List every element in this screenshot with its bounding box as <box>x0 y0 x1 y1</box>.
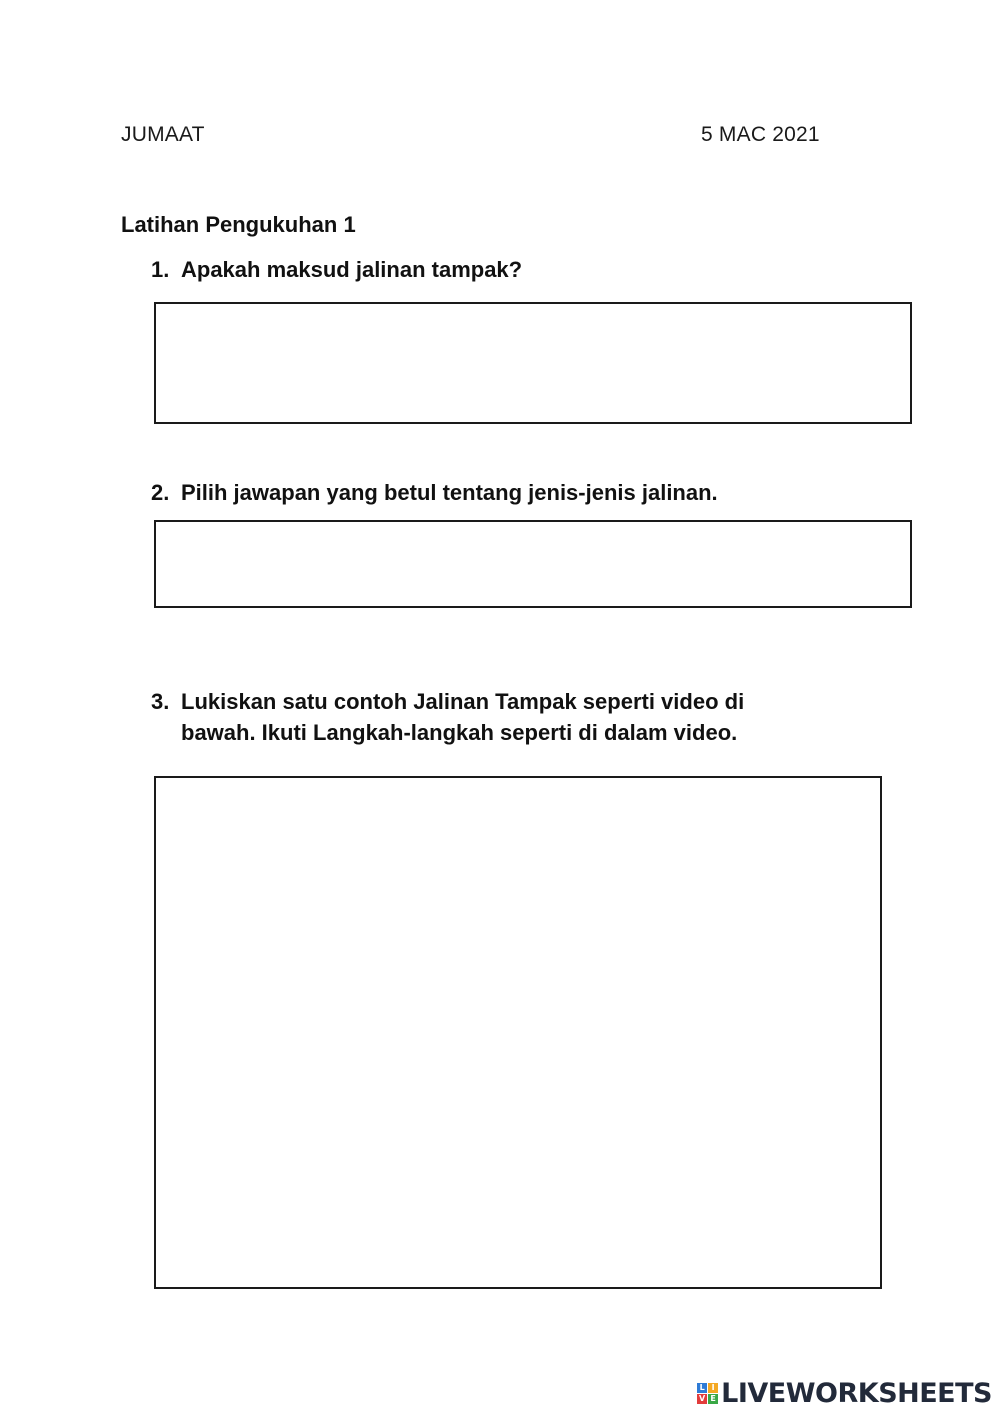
question-text: Apakah maksud jalinan tampak? <box>181 257 523 282</box>
question-1 <box>151 254 931 285</box>
logo-letter-l: L <box>697 1383 707 1393</box>
question-text: Pilih jawapan yang betul tentang jenis-jenis jalinan. <box>181 480 718 505</box>
question-number: 2. <box>151 480 170 505</box>
question-text-line-2: bawah. Ikuti Langkah-langkah seperti di dalam video. <box>181 720 738 745</box>
liveworksheets-brand <box>697 1376 992 1410</box>
header-date: 5 MAC 2021 <box>701 123 820 146</box>
logo-letter-e: E <box>708 1394 718 1404</box>
worksheet-title: Latihan Pengukuhan 1 <box>121 212 356 237</box>
answer-box-1[interactable] <box>154 302 912 424</box>
question-text-line-1: Lukiskan satu contoh Jalinan Tampak seperti video di <box>181 689 745 714</box>
logo-letter-i: I <box>708 1383 718 1393</box>
question-3 <box>151 686 931 748</box>
liveworksheets-logo-icon <box>697 1383 718 1404</box>
question-number: 3. <box>151 689 170 714</box>
answer-box-2[interactable] <box>154 520 912 608</box>
brand-text: LIVEWORKSHEETS <box>721 1377 992 1409</box>
question-number: 1. <box>151 257 170 282</box>
header-day: JUMAAT <box>121 123 205 146</box>
drawing-box[interactable] <box>154 776 882 1289</box>
question-2 <box>151 477 931 508</box>
logo-letter-v: V <box>699 1393 706 1403</box>
